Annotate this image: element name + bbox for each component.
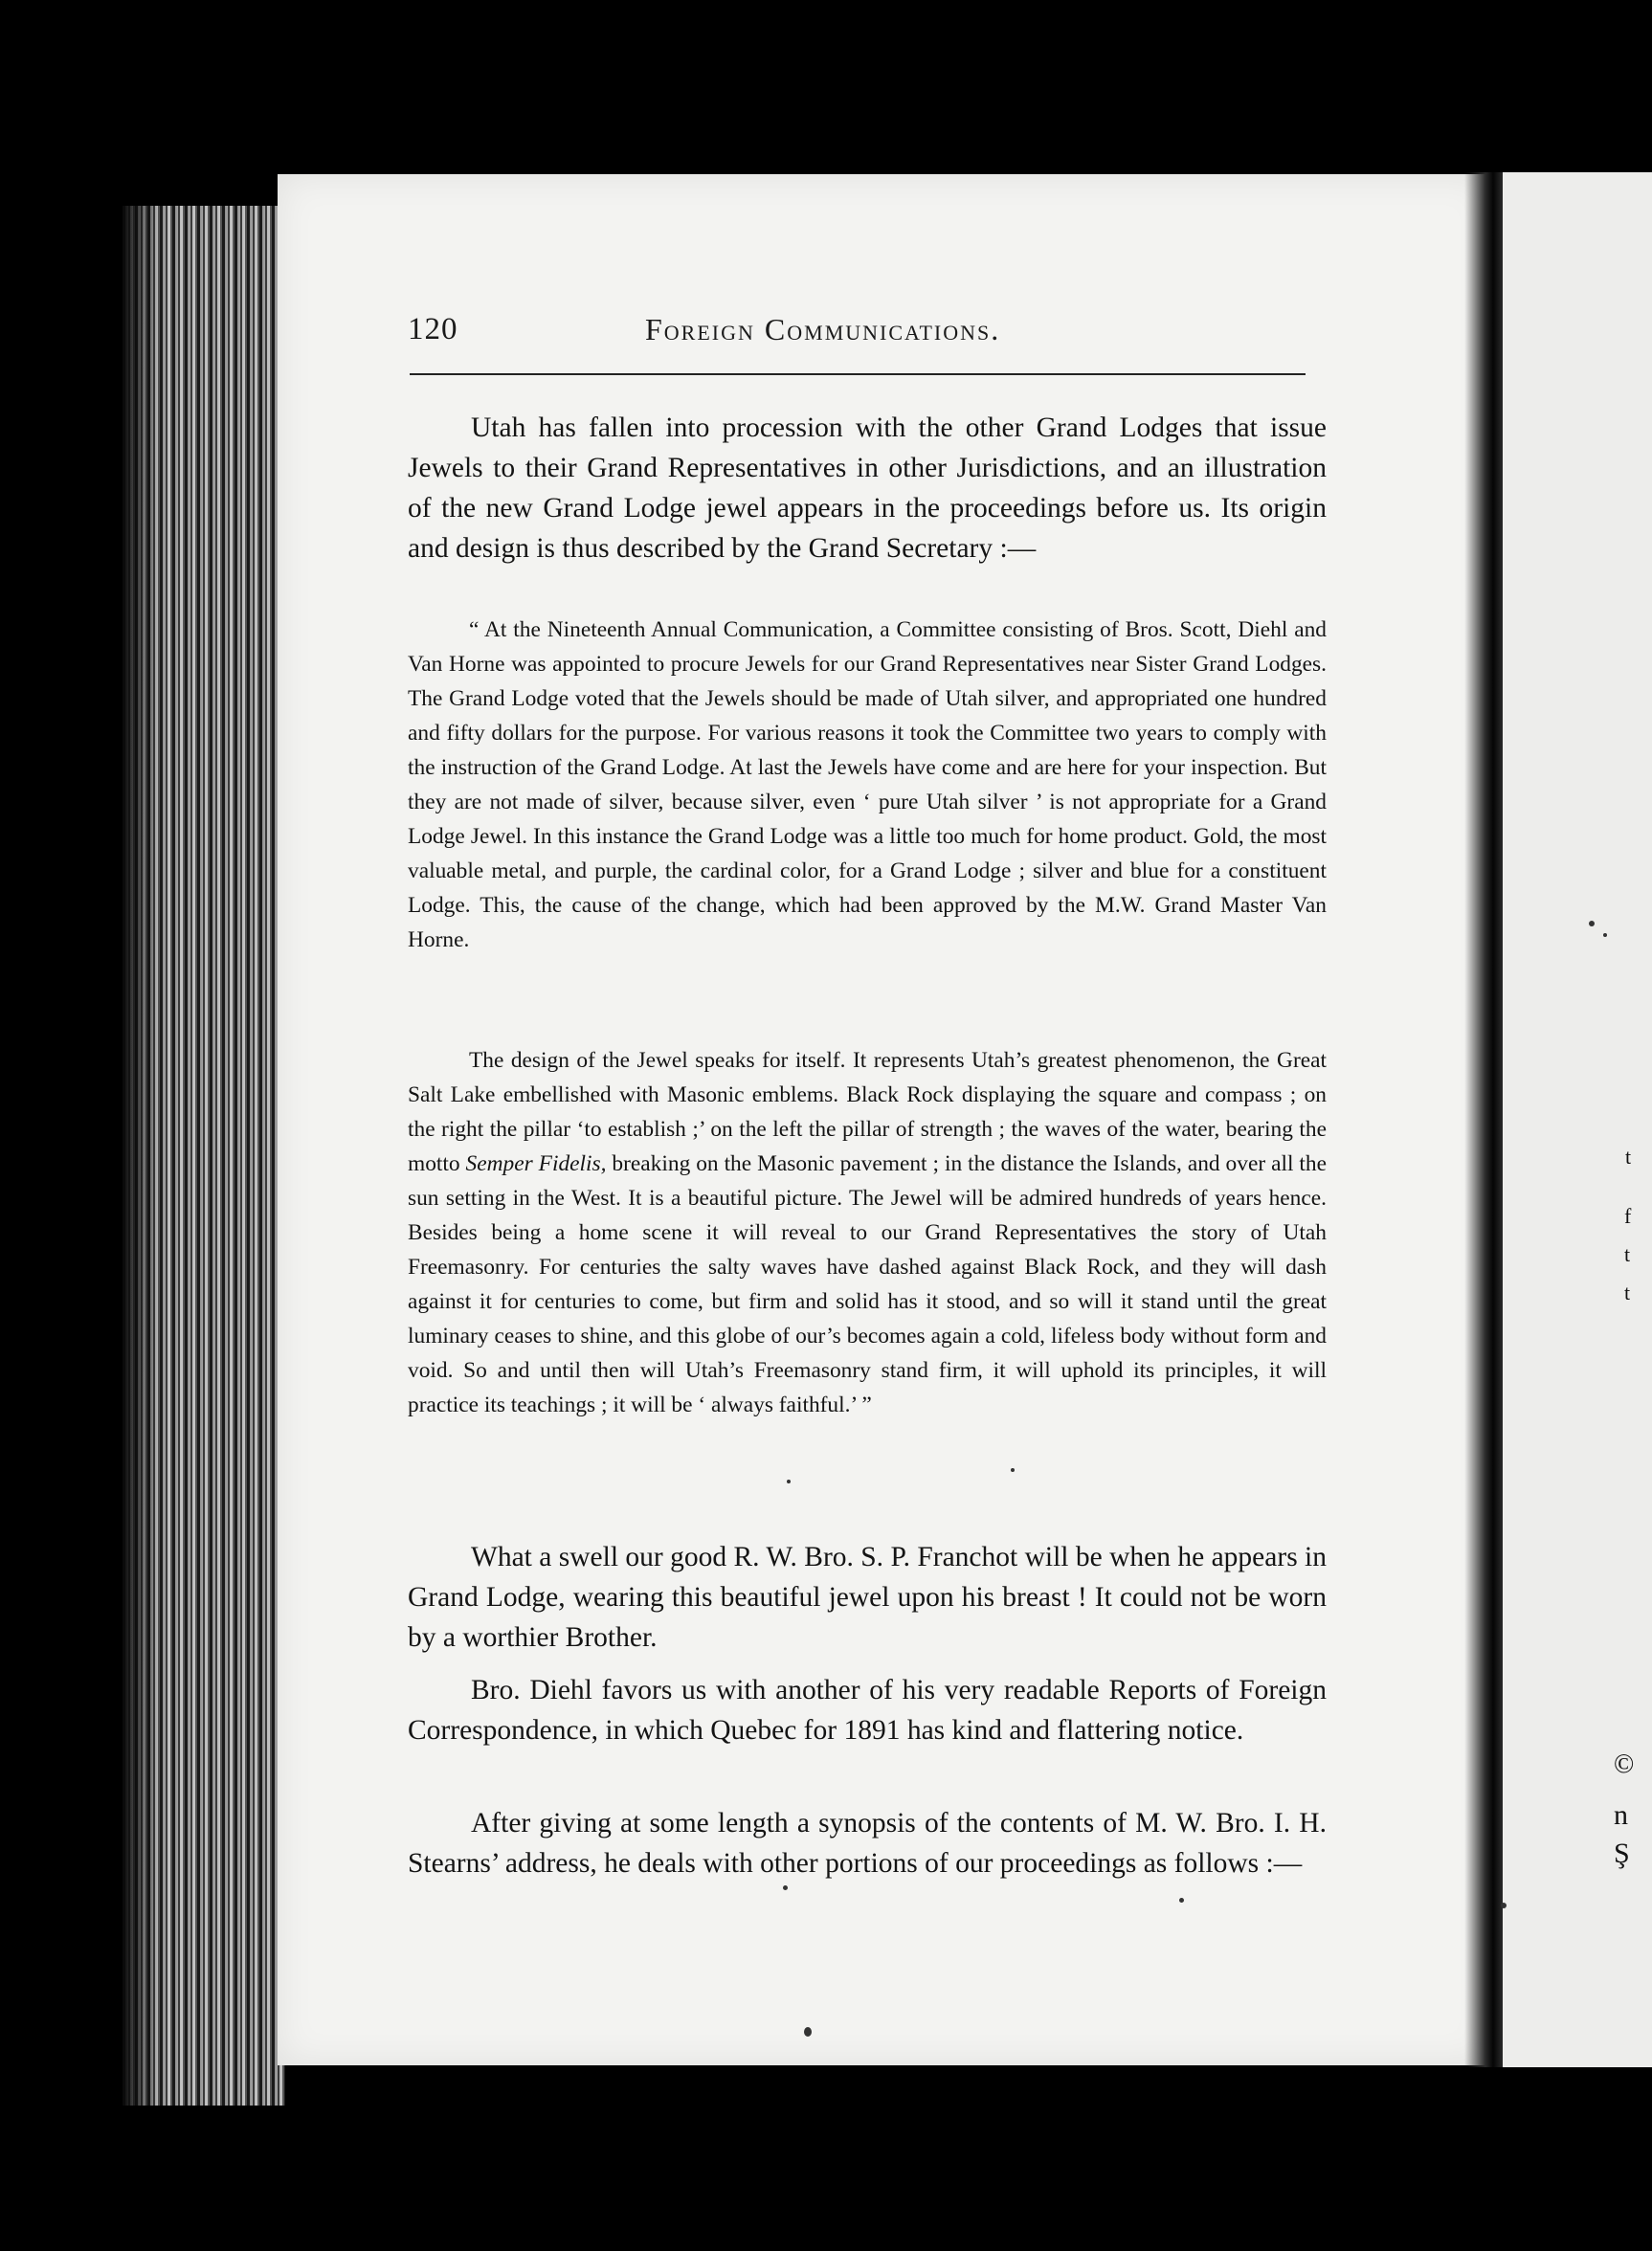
adjacent-page: [1499, 172, 1652, 2067]
adjacent-page-letter: ©: [1614, 1750, 1635, 1779]
book-gutter: [1464, 172, 1503, 2067]
adjacent-page-letter: t: [1625, 1145, 1632, 1169]
paragraph-diehl-report: Bro. Diehl favors us with another of his very readable Reports of Foreign Correspondence, in which Quebec for 1891 has kind and flattering notice.: [408, 1675, 1327, 1746]
motto-text: Semper Fidelis,: [465, 1151, 607, 1176]
adjacent-page-letter: n: [1614, 1799, 1628, 1831]
quote-paragraph-design: [408, 1043, 1327, 1422]
header-rule: [410, 373, 1306, 375]
design-text-end: breaking on the Masonic pavement ; in the distance the Islands, and over all the sun setting in the West. It is a beautiful picture. The Jewel will be admired hundreds of years hence. Besides being a home scene it will reveal to our Grand Representatives the story of Utah Freemasonry. For centuries the salty waves have dashed against Black Rock, and they will dash against it for centuries to come, but firm and solid has it stood, and so will it stand until the great luminary ceases to shine, and this globe of our’s becomes again a cold, lifeless body without form and void. So and until then will Utah’s Freemasonry stand firm, it will uphold its principles, it will practice its teachings ; it will be ‘ always faithful.’ ”: [408, 1151, 1327, 1417]
adjacent-page-letter: t: [1624, 1242, 1631, 1266]
paragraph-franchot: What a swell our good R. W. Bro. S. P. Franchot will be when he appears in Grand Lodge, wearing this beautiful jewel upon his breast ! It could not be worn by a worthier Brother.: [408, 1542, 1327, 1653]
running-head: [408, 312, 1307, 358]
paragraph-utah-intro: Utah has fallen into procession with the other Grand Lodges that issue Jewels to their Grand Representatives in other Jurisdictions, and an illustration of the new Grand Lodge jewel appears in the proceedings before us. Its origin and design is thus described by the Grand Secretary :—: [408, 412, 1327, 564]
quote-paragraph-committee: “ At the Nineteenth Annual Communication, a Committee consisting of Bros. Scott, Diehl and Van Horne was appointed to procure Jewels for our Grand Representatives near Sister Grand Lodges. The Grand Lodge voted that the Jewels should be made of Utah silver, and appropriated one hundred and fifty dollars for the purpose. For various reasons it took the Committee two years to comply with the instruction of the Grand Lodge. At last the Jewels have come and are here for your inspection. But they are not made of silver, because silver, even ‘ pure Utah silver ’ is not appropriate for a Grand Lodge Jewel. In this instance the Grand Lodge was a little too much for home product. Gold, the most valuable metal, and purple, the cardinal color, for a Grand Lodge ; silver and blue for a constituent Lodge. This, the cause of the change, which had been approved by the M.W. Grand Master Van Horne.: [408, 617, 1327, 952]
paragraph-stearns-address: After giving at some length a synopsis of the contents of M. W. Bro. I. H. Stearns’ address, he deals with other portions of our proceedings as follows :—: [408, 1808, 1327, 1879]
adjacent-page-letter: f: [1624, 1204, 1632, 1228]
page-number: 120: [408, 312, 458, 346]
running-title: Foreign Communications.: [645, 312, 1001, 346]
page-edge-shadow: [123, 206, 161, 2106]
adjacent-page-letter: t: [1624, 1281, 1631, 1304]
adjacent-page-letter: Ş: [1614, 1838, 1630, 1869]
design-text-start: The design of the Jewel speaks for itself. It represents Utah’s greatest phenomenon, the Great Salt Lake embellished with Masonic emblems. Black Rock displaying the square and compass ; on the right the pillar ‘to establish ;’ on the left the pillar of strength ; the waves of the water, bearing the motto: [408, 1048, 1327, 1176]
